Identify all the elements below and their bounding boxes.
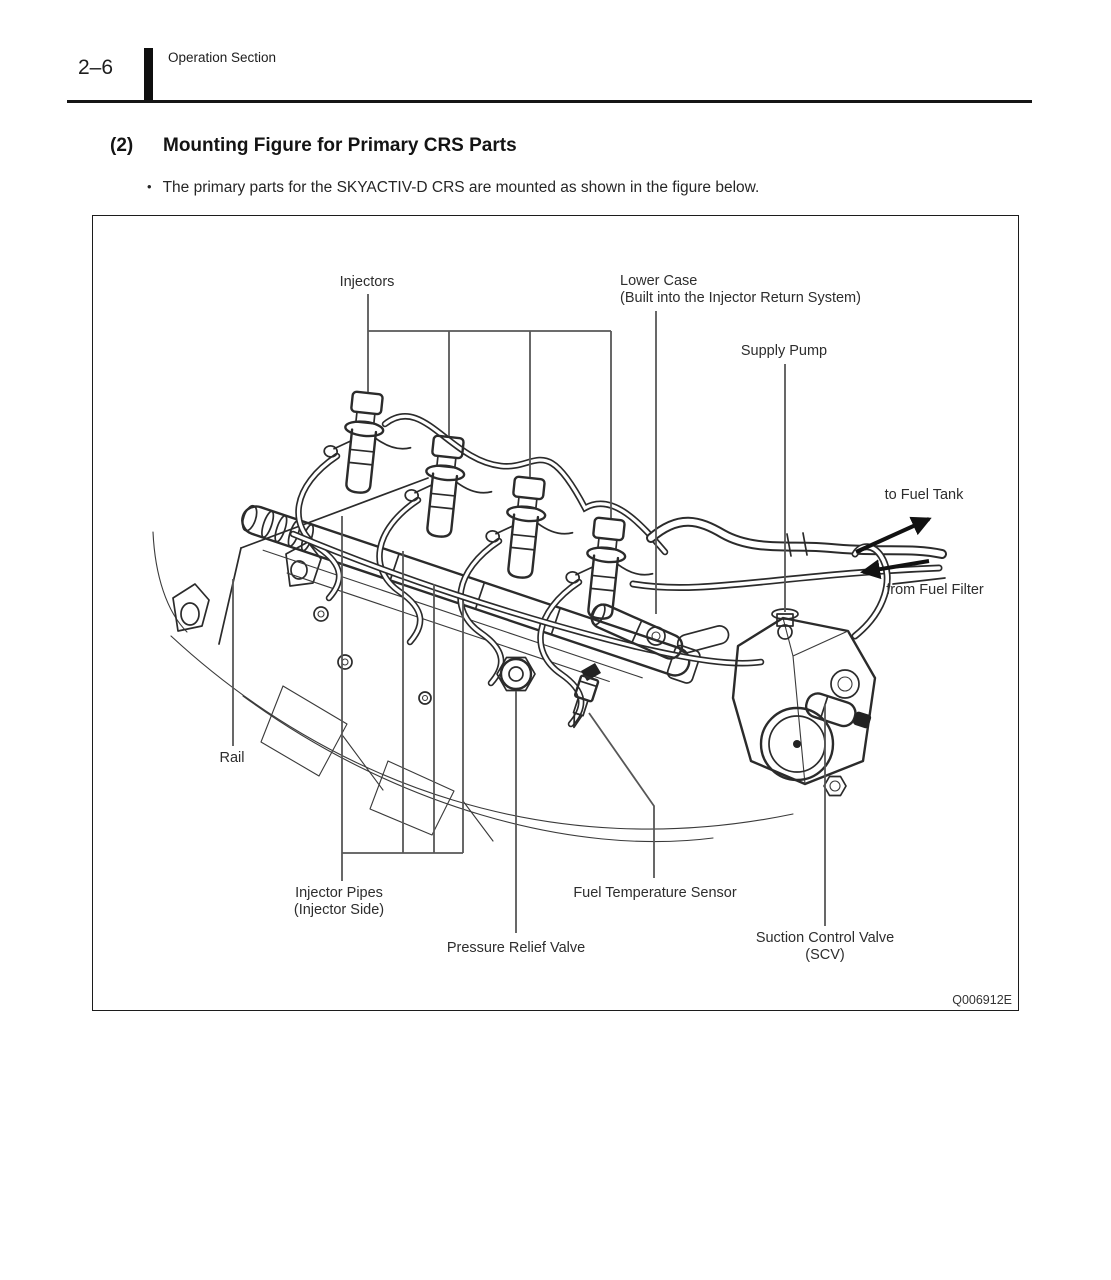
figure-code: Q006912E bbox=[952, 993, 1012, 1007]
page-number: 2–6 bbox=[78, 56, 114, 79]
label-pressure-relief-valve: Pressure Relief Valve bbox=[446, 940, 586, 956]
label-scv-line1: Suction Control Valve bbox=[755, 930, 895, 946]
label-lower-case-line1: Lower Case bbox=[620, 273, 698, 289]
leader-lines bbox=[233, 294, 828, 933]
label-supply-pump: Supply Pump bbox=[740, 343, 828, 359]
header-bar bbox=[144, 48, 153, 103]
label-injector-pipes-line2: (Injector Side) bbox=[293, 902, 385, 918]
label-from-fuel-filter: from Fuel Filter bbox=[886, 582, 984, 598]
label-injectors: Injectors bbox=[339, 274, 395, 290]
crs-mounting-diagram bbox=[93, 216, 1020, 1012]
section-header: Operation Section bbox=[168, 50, 277, 65]
page-title: Mounting Figure for Primary CRS Parts bbox=[163, 135, 517, 156]
label-suction-control-valve bbox=[756, 930, 894, 964]
label-lower-case-line2: (Built into the Injector Return System) bbox=[620, 290, 861, 306]
label-to-fuel-tank: to Fuel Tank bbox=[884, 487, 964, 503]
pressure-relief-valve-drawing bbox=[497, 658, 535, 691]
label-scv-line2: (SCV) bbox=[805, 947, 845, 963]
bullet-icon: • bbox=[147, 179, 152, 194]
figure-box bbox=[92, 215, 1019, 1011]
label-fuel-temperature-sensor: Fuel Temperature Sensor bbox=[573, 885, 737, 901]
heading-number: (2) bbox=[110, 135, 134, 156]
label-rail: Rail bbox=[219, 750, 245, 766]
bullet-line bbox=[147, 179, 759, 197]
label-injector-pipes bbox=[294, 885, 384, 919]
bullet-text: The primary parts for the SKYACTIV-D CRS are mounted as shown in the figure below. bbox=[162, 179, 760, 196]
label-lower-case bbox=[620, 273, 861, 307]
header-rule bbox=[67, 100, 1032, 103]
label-injector-pipes-line1: Injector Pipes bbox=[295, 885, 383, 901]
